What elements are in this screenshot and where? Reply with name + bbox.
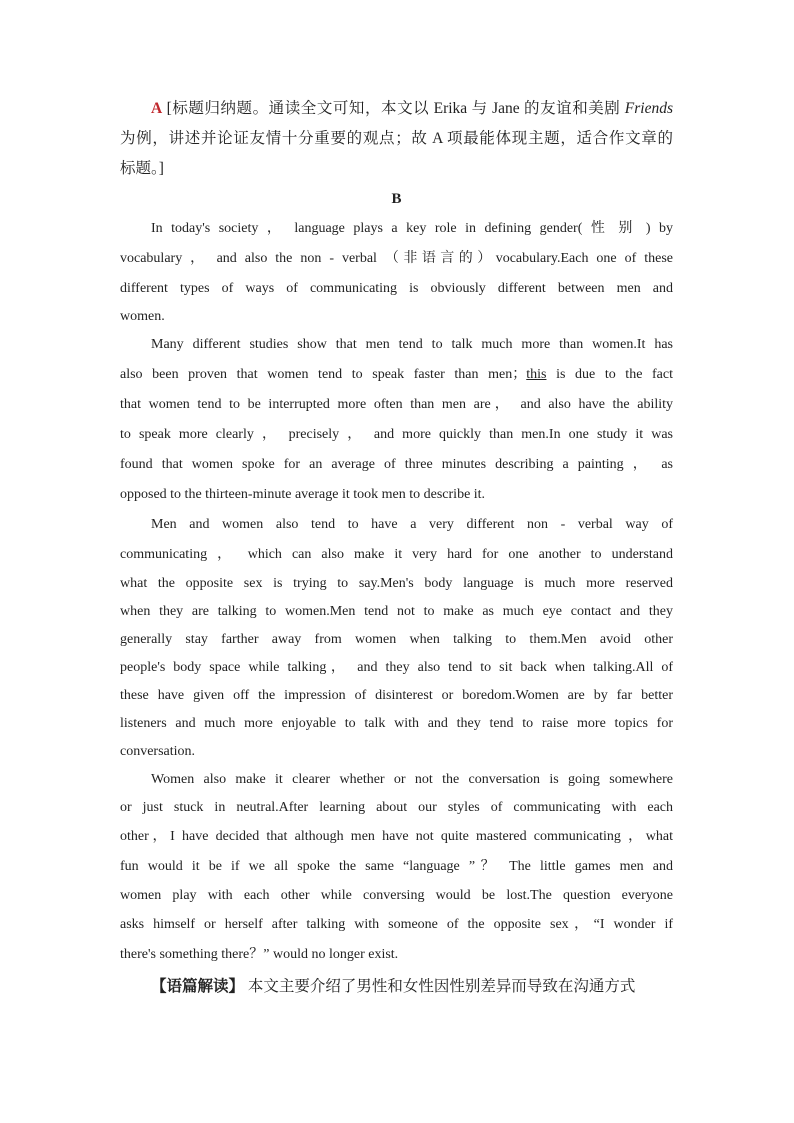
text-line: Men and women also tend to have a very different non - verbal way of	[151, 517, 673, 532]
paragraph-3	[120, 510, 673, 766]
drama-title: Friends	[624, 100, 674, 117]
document-page	[120, 94, 673, 1004]
section-label: B	[391, 191, 402, 207]
text-line: asks himself or herself after talking with someone of the opposite sex，“I wonder if	[120, 917, 673, 932]
text-line: there's something there？” would no longer exist.	[120, 947, 399, 962]
text-line	[120, 360, 673, 390]
answer-line-3: 标题。]	[120, 160, 164, 177]
answer-text: [标题归纳题。通读全文可知，本文以 Erika 与 Jane 的友谊和美剧	[166, 100, 625, 117]
text-line: that women tend to be interrupted more often than men are， and also have the ability	[120, 397, 673, 412]
underlined-word: this	[526, 367, 547, 382]
text-line: opposed to the thirteen-minute average it took men to describe it.	[120, 487, 486, 502]
answer-line-2: 为例，讲述并论证友情十分重要的观点；故 A 项最能体现主题，适合作文章的	[120, 130, 673, 147]
text-line: other，I have decided that although men have not quite mastered communicating ，what	[120, 829, 673, 844]
text-line: In today's society ， language plays a key role in defining gender( 性 别 ) by	[151, 221, 673, 236]
text-line: to speak more clearly ， precisely ， and more quickly than men.In one study it was	[120, 427, 673, 442]
text-line: vocabulary ， and also the non - verbal （非语言的）vocabulary.Each one of these	[120, 251, 673, 266]
text-line: listeners and much more enjoyable to talk with and they tend to raise more topics for	[120, 716, 673, 731]
text-line: what the opposite sex is trying to say.Men's body language is much more reserved	[120, 576, 673, 591]
answer-letter: A	[151, 100, 163, 117]
text-line: these have given off the impression of disinterest or boredom.Women are by far better	[120, 688, 673, 703]
paragraph-1	[120, 214, 673, 330]
analysis-label: 【语篇解读】	[151, 978, 245, 995]
answer-explanation	[120, 94, 673, 184]
analysis-text: 本文主要介绍了男性和女性因性别差异而导致在沟通方式	[247, 978, 636, 995]
text-line: when they are talking to women.Men tend not to make as much eye contact and they	[120, 604, 673, 619]
text-segment: also been proven that women tend to speak faster than men；	[120, 367, 527, 382]
text-line: found that women spoke for an average of three minutes describing a painting ， as	[120, 457, 673, 472]
passage-analysis	[120, 970, 673, 1004]
text-line: conversation.	[120, 744, 196, 759]
text-line: people's body space while talking， and they also tend to sit back when talking.All of	[120, 660, 673, 675]
answer-line-1	[120, 94, 673, 124]
text-line: generally stay farther away from women when talking to them.Men avoid other	[120, 632, 673, 647]
text-line: fun would it be if we all spoke the same “language ”？ The little games men and	[120, 859, 673, 874]
text-line: women.	[120, 309, 165, 324]
text-line: or just stuck in neutral.After learning about our styles of communicating with each	[120, 800, 673, 815]
paragraph-2	[120, 330, 673, 510]
paragraph-4	[120, 766, 673, 970]
text-segment: is due to the fact	[546, 367, 673, 382]
text-line: Many different studies show that men tend to talk much more than women.It has	[151, 337, 673, 352]
text-line: Women also make it clearer whether or not the conversation is going somewhere	[151, 772, 673, 787]
text-line: communicating ， which can also make it very hard for one another to understand	[120, 547, 673, 562]
text-line: different types of ways of communicating is obviously different between men and	[120, 281, 673, 296]
text-line: women play with each other while conversing would be lost.The question everyone	[120, 888, 673, 903]
